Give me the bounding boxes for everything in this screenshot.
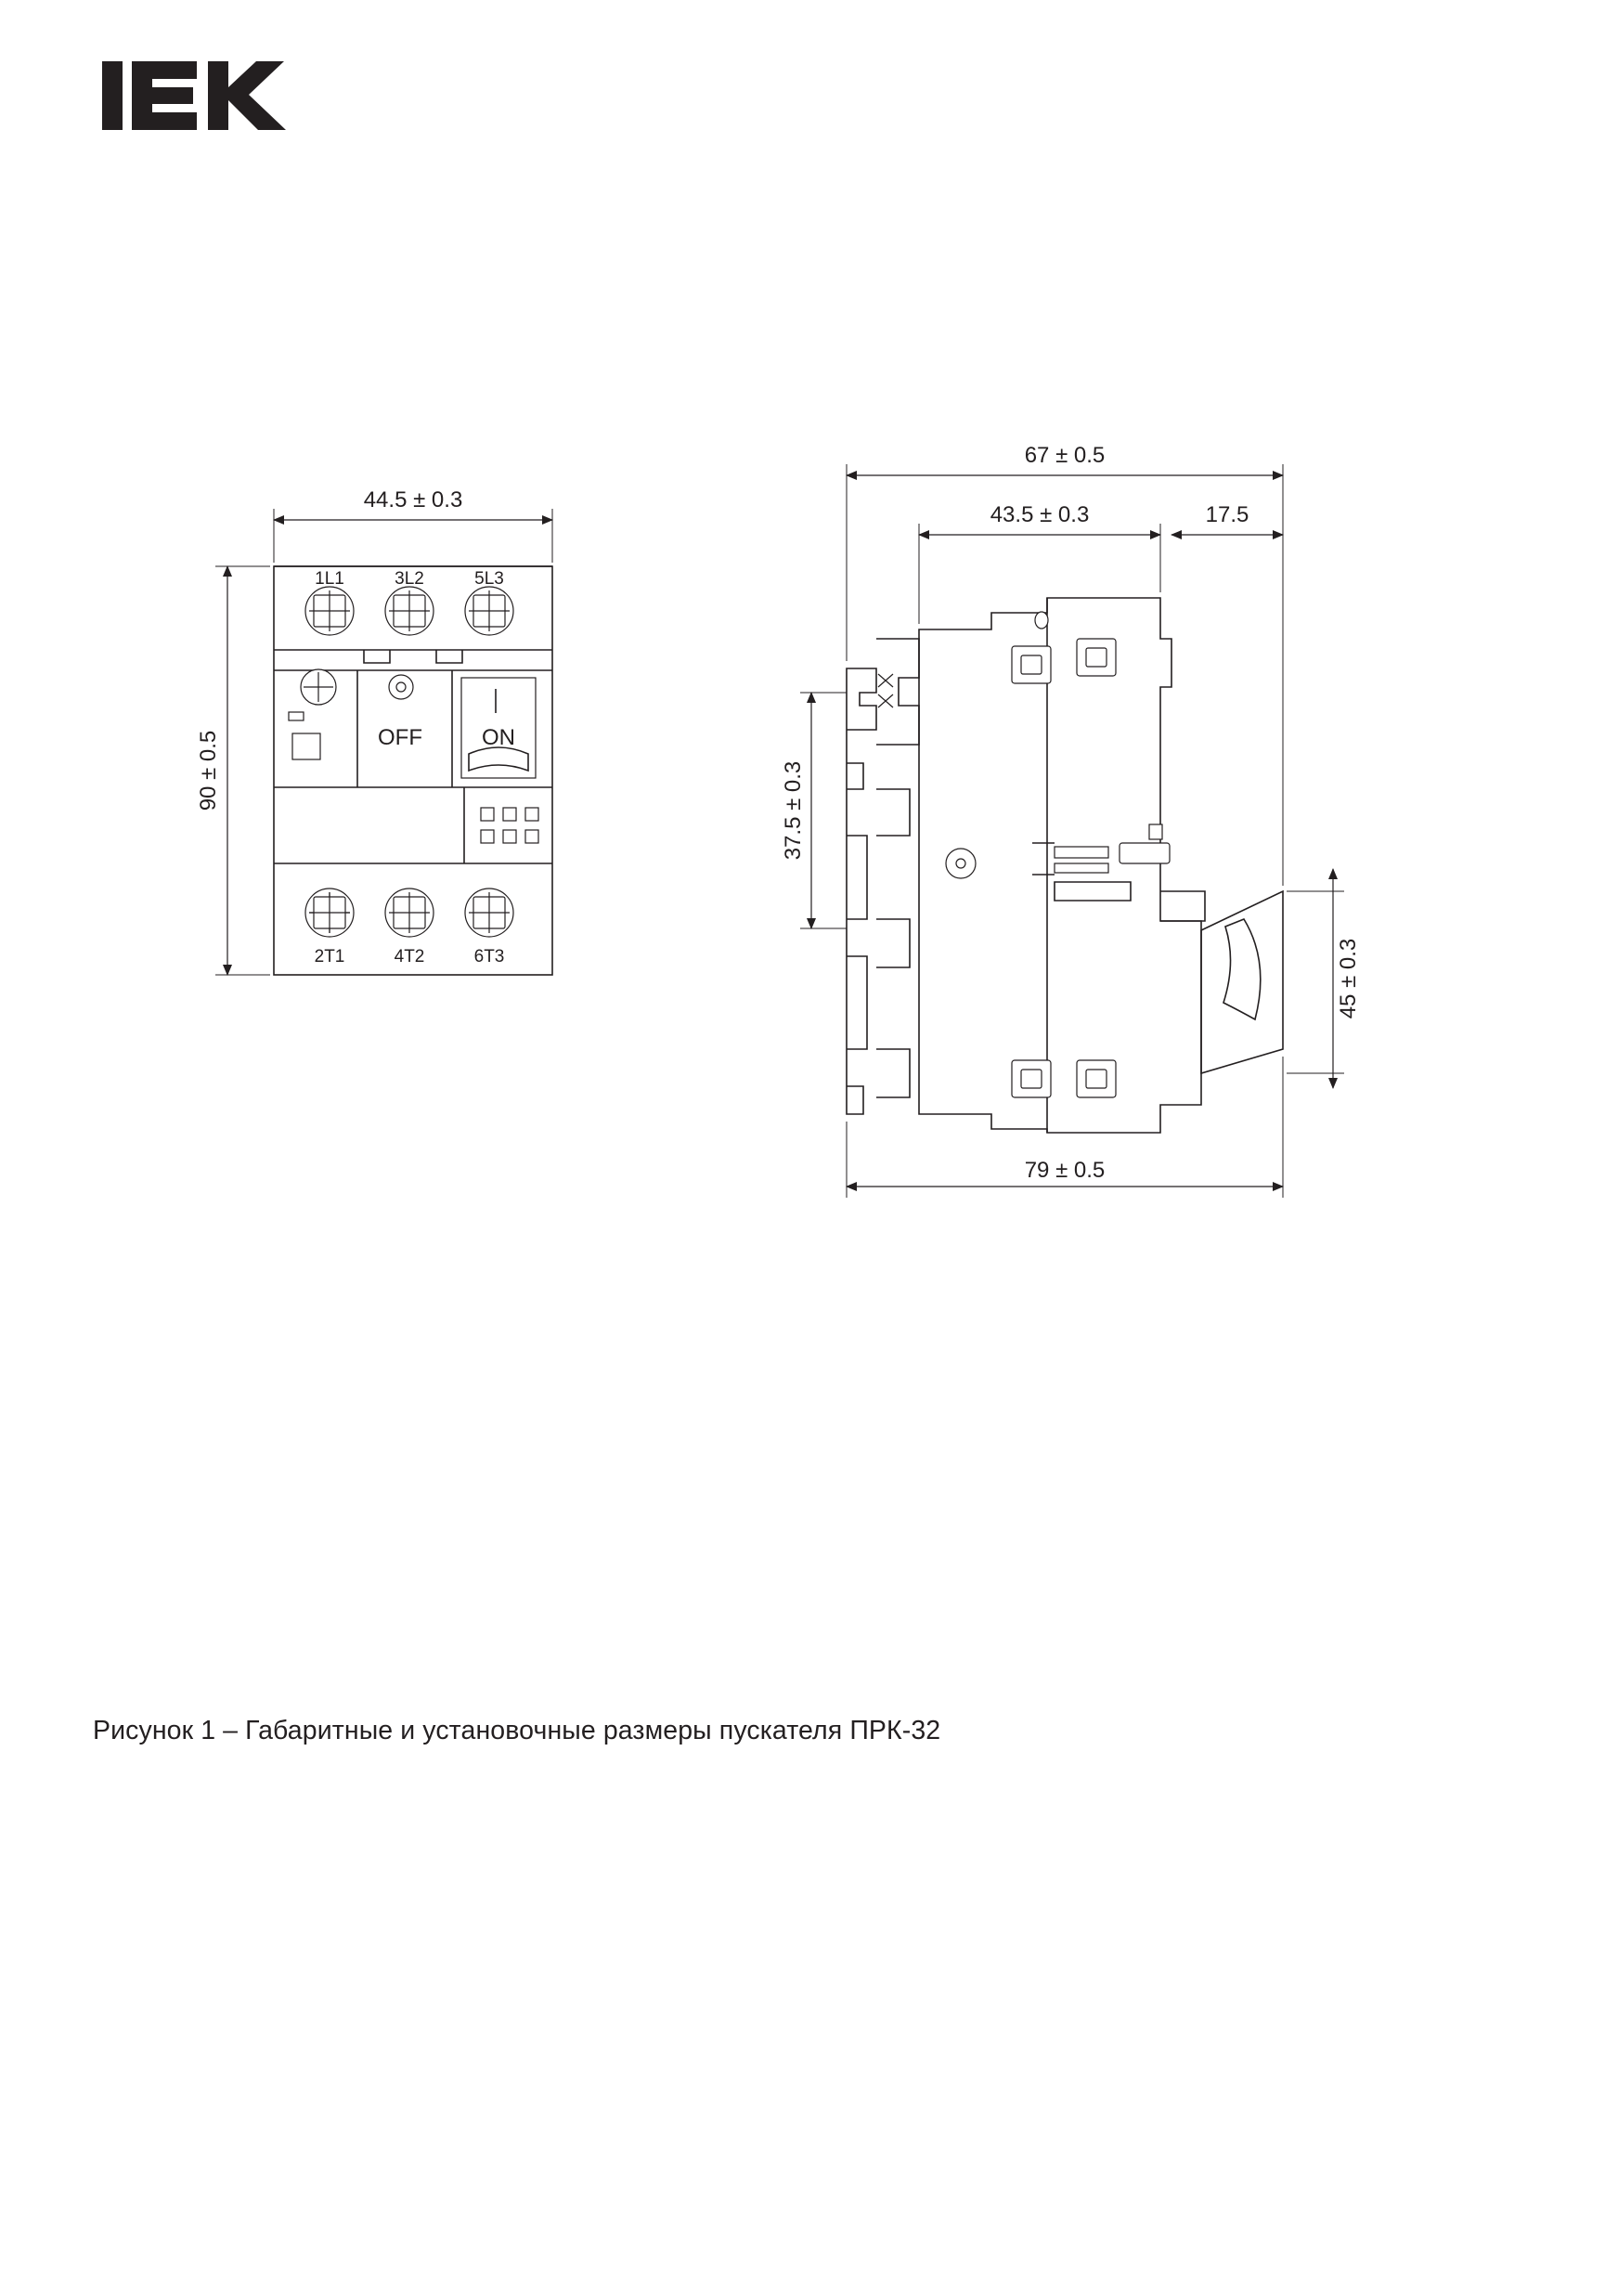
- figure-caption: Рисунок 1 – Габаритные и установочные размеры пускателя ПРК-32: [93, 1716, 941, 1745]
- label-on: ON: [482, 725, 515, 750]
- front-view: [196, 487, 552, 975]
- terminal-label-2t1: 2T1: [314, 947, 345, 966]
- dim-side-height: 45 ± 0.3: [1336, 938, 1361, 1019]
- dim-side-body-depth: 43.5 ± 0.3: [990, 502, 1090, 527]
- dim-side-rear-depth: 17.5: [1205, 502, 1249, 527]
- side-view: [781, 443, 1361, 1198]
- iek-logo: [100, 54, 314, 137]
- dim-side-total-depth: 67 ± 0.5: [1024, 443, 1106, 468]
- terminal-label-5l3: 5L3: [474, 569, 504, 589]
- terminal-label-6t3: 6T3: [473, 947, 505, 966]
- dim-side-mounting-height: 37.5 ± 0.3: [781, 760, 806, 861]
- dimension-drawing: [0, 399, 1618, 1328]
- label-off: OFF: [378, 725, 422, 750]
- dim-front-height: 90 ± 0.5: [196, 730, 221, 811]
- terminal-label-4t2: 4T2: [394, 947, 425, 966]
- terminal-label-1l1: 1L1: [315, 569, 344, 589]
- dim-side-overall-depth: 79 ± 0.5: [1024, 1158, 1106, 1183]
- terminal-label-3l2: 3L2: [395, 569, 424, 589]
- dim-front-width: 44.5 ± 0.3: [363, 487, 463, 512]
